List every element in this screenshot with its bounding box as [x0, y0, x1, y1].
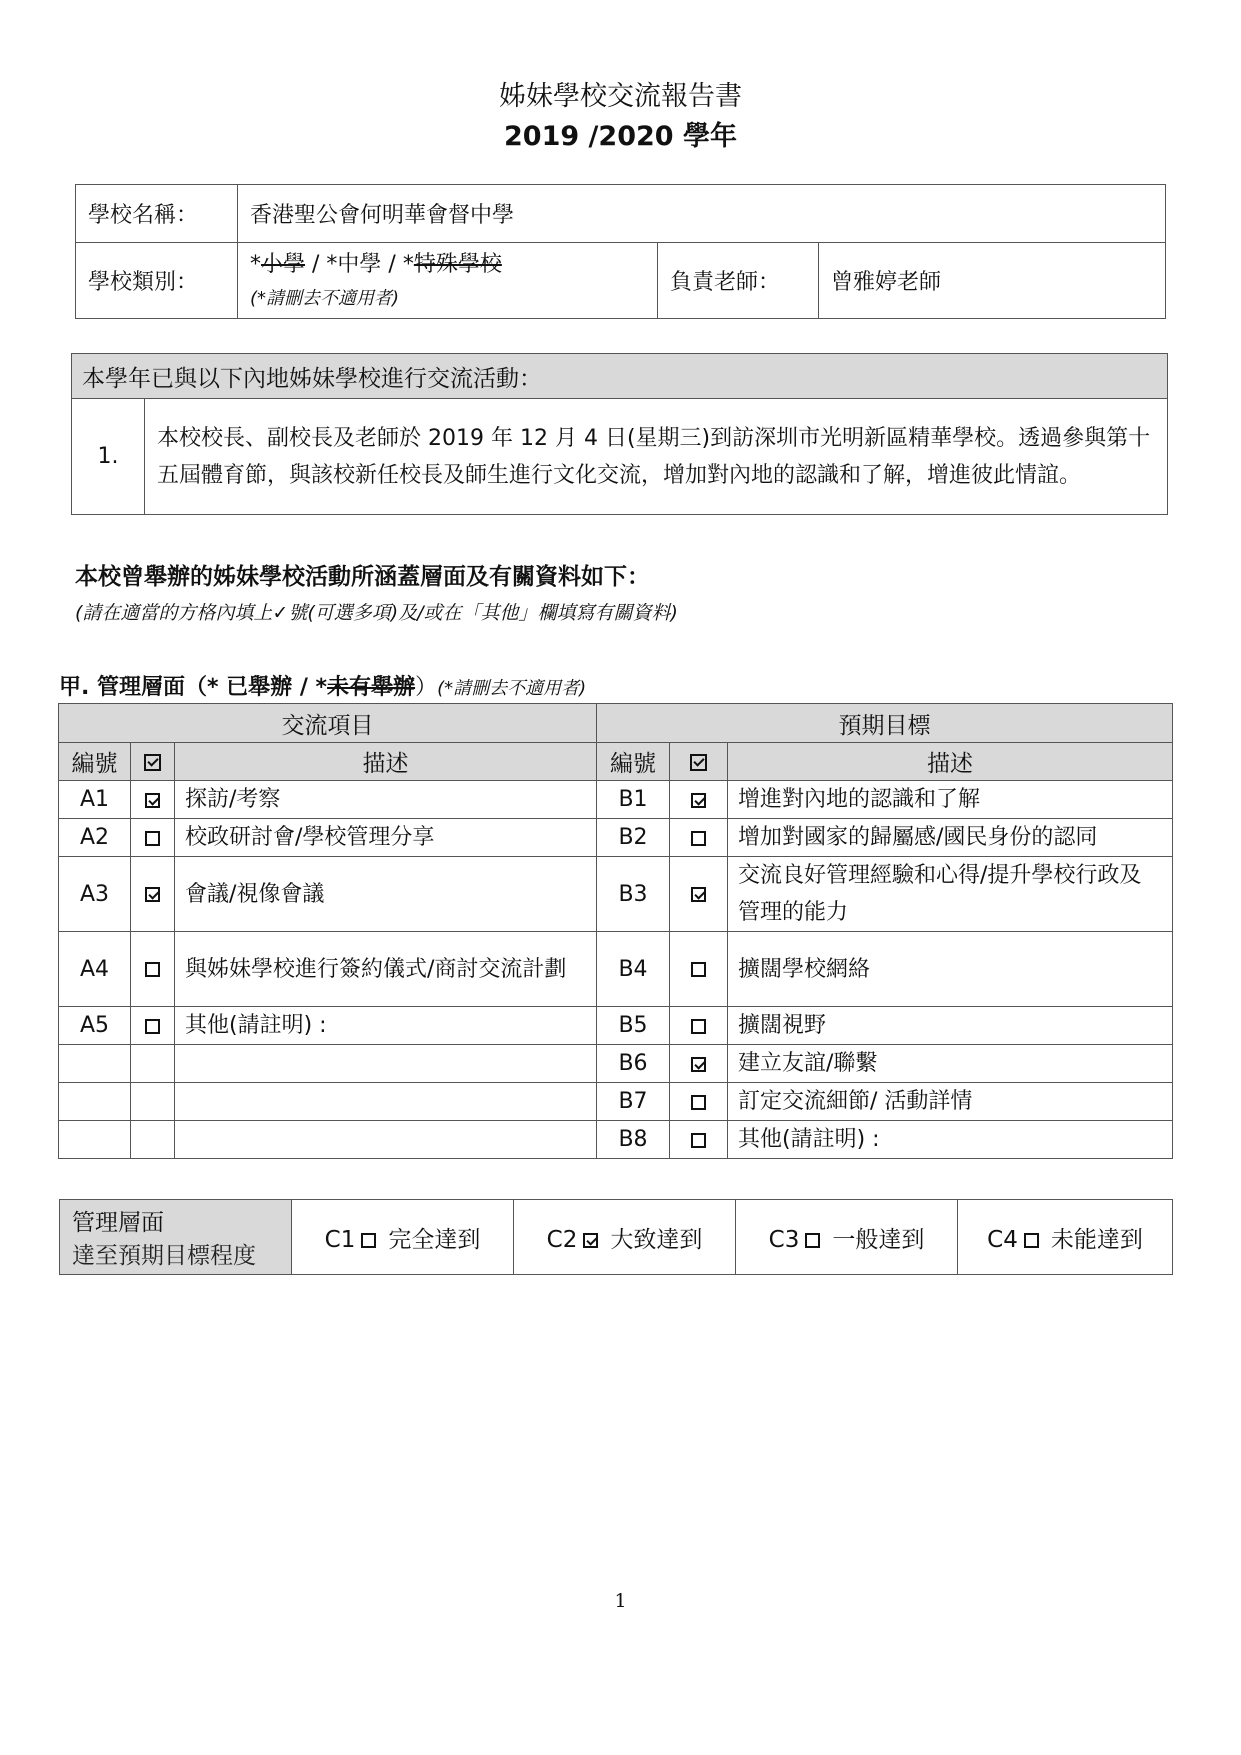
- a-check-cell: [131, 857, 175, 932]
- table-row: [59, 781, 1173, 819]
- a-code: A1: [59, 781, 131, 819]
- checkbox-checked-icon[interactable]: [145, 793, 160, 808]
- checkbox-icon[interactable]: [691, 1095, 706, 1110]
- evaluation-option-code: C2: [546, 1226, 578, 1253]
- a-code: [59, 1121, 131, 1159]
- checkbox-icon[interactable]: [691, 831, 706, 846]
- table-row: [59, 932, 1173, 1007]
- a-desc: 與姊妹學校進行簽約儀式/商討交流計劃: [175, 932, 597, 1007]
- b-desc: 建立友誼/聯繫: [728, 1045, 1173, 1083]
- checkbox-checked-icon[interactable]: [691, 887, 706, 902]
- b-desc: 擴闊學校網絡: [728, 932, 1173, 1007]
- school-type-value: [238, 243, 658, 319]
- evaluation-option-label: 未能達到: [1050, 1226, 1143, 1253]
- checkbox-icon[interactable]: [361, 1233, 376, 1248]
- checkbox-icon[interactable]: [145, 962, 160, 977]
- table-row: [59, 1083, 1173, 1121]
- type-secondary: 中學: [337, 252, 382, 277]
- table-row: [59, 1121, 1173, 1159]
- teacher-label: 負責老師：: [658, 243, 819, 319]
- evaluation-option-label: 大致達到: [610, 1226, 703, 1253]
- b-check-cell: [670, 1045, 728, 1083]
- group-header-goals: 預期目標: [597, 704, 1173, 743]
- a-code: A4: [59, 932, 131, 1007]
- teacher-value: 曾雅婷老師: [819, 243, 1166, 319]
- a-desc: [175, 1121, 597, 1159]
- checkbox-icon[interactable]: [691, 1019, 706, 1034]
- a-check-cell: [131, 1083, 175, 1121]
- checkbox-checked-icon[interactable]: [583, 1233, 598, 1248]
- a-check-cell: [131, 1007, 175, 1045]
- evaluation-option-code: C4: [987, 1226, 1018, 1253]
- school-type-label: 學校類別：: [76, 243, 238, 319]
- checkbox-icon[interactable]: [1024, 1233, 1039, 1248]
- b-desc: 增加對國家的歸屬感/國民身份的認同: [728, 819, 1173, 857]
- b-desc: 擴闊視野: [728, 1007, 1173, 1045]
- evaluation-option: [292, 1200, 514, 1275]
- a-code: A2: [59, 819, 131, 857]
- b-code: B1: [597, 781, 670, 819]
- b-code: B7: [597, 1083, 670, 1121]
- col-header-check-a: [131, 743, 175, 781]
- evaluation-label-line1: 管理層面: [72, 1210, 164, 1236]
- activity-text: 本校校長、副校長及老師於 2019 年 12 月 4 日(星期三)到訪深圳市光明新區精華學校。透過參與第十五屆體育節，與該校新任校長及師生進行文化交流，增加對內地的認識和了解，增進彼此情誼。: [145, 399, 1168, 515]
- a-check-cell: [131, 1045, 175, 1083]
- type-special: 特殊學校: [413, 252, 502, 277]
- school-info-table: [75, 184, 1166, 319]
- checkbox-icon[interactable]: [145, 831, 160, 846]
- b-code: B3: [597, 857, 670, 932]
- table-row: [59, 1007, 1173, 1045]
- col-header-desc-a: 描述: [175, 743, 597, 781]
- checkbox-checked-icon[interactable]: [691, 793, 706, 808]
- evaluation-label: [60, 1200, 292, 1275]
- col-header-code-b: 編號: [597, 743, 670, 781]
- management-title-note: (*請刪去不適用者): [437, 678, 587, 699]
- b-code: B6: [597, 1045, 670, 1083]
- a-desc: [175, 1083, 597, 1121]
- school-name-label: 學校名稱：: [76, 185, 238, 243]
- school-name-value: 香港聖公會何明華會督中學: [238, 185, 1166, 243]
- checkbox-icon[interactable]: [691, 1133, 706, 1148]
- a-desc: 其他(請註明) :: [175, 1007, 597, 1045]
- b-desc: 增進對內地的認識和了解: [728, 781, 1173, 819]
- b-desc: 交流良好管理經驗和心得/提升學校行政及管理的能力: [728, 857, 1173, 932]
- activity-table: [71, 353, 1168, 515]
- type-separator-2: / *: [381, 252, 414, 277]
- b-check-cell: [670, 781, 728, 819]
- a-code: [59, 1083, 131, 1121]
- type-primary: 小學: [261, 252, 306, 277]
- checkbox-icon[interactable]: [145, 1019, 160, 1034]
- a-code: [59, 1045, 131, 1083]
- table-row: [59, 1045, 1173, 1083]
- a-desc: 校政研討會/學校管理分享: [175, 819, 597, 857]
- a-code: A3: [59, 857, 131, 932]
- b-desc: 其他(請註明) :: [728, 1121, 1173, 1159]
- document-year: 2019 /2020 學年: [504, 121, 737, 152]
- evaluation-option: [736, 1200, 958, 1275]
- b-check-cell: [670, 819, 728, 857]
- management-title-strike: 未有舉辦: [327, 675, 416, 700]
- group-header-items: 交流項目: [59, 704, 597, 743]
- checkbox-icon[interactable]: [691, 962, 706, 977]
- page-number: 1: [614, 1590, 627, 1612]
- management-rows: [59, 781, 1173, 1159]
- evaluation-option: [958, 1200, 1173, 1275]
- evaluation-option-code: C1: [324, 1226, 356, 1253]
- evaluation-option: [514, 1200, 736, 1275]
- col-header-code-a: 編號: [59, 743, 131, 781]
- a-check-cell: [131, 1121, 175, 1159]
- a-desc: 探訪/考察: [175, 781, 597, 819]
- evaluation-label-line2: 達至預期目標程度: [72, 1243, 256, 1269]
- b-code: B4: [597, 932, 670, 1007]
- checkbox-checked-icon: [144, 754, 161, 771]
- checkbox-icon[interactable]: [805, 1233, 820, 1248]
- a-check-cell: [131, 781, 175, 819]
- b-code: B5: [597, 1007, 670, 1045]
- evaluation-table: [59, 1199, 1173, 1275]
- b-check-cell: [670, 1121, 728, 1159]
- a-desc: 會議/視像會議: [175, 857, 597, 932]
- b-check-cell: [670, 1007, 728, 1045]
- management-title-prefix: 甲. 管理層面（* 已舉辦 / *: [59, 675, 328, 700]
- col-header-desc-b: 描述: [728, 743, 1173, 781]
- document-title: 姊妹學校交流報告書: [499, 81, 742, 112]
- evaluation-option-code: C3: [768, 1226, 800, 1253]
- b-check-cell: [670, 932, 728, 1007]
- a-check-cell: [131, 932, 175, 1007]
- checkbox-checked-icon[interactable]: [691, 1057, 706, 1072]
- table-row: [59, 857, 1173, 932]
- activity-header: 本學年已與以下內地姊妹學校進行交流活動：: [72, 354, 1168, 399]
- management-table: [58, 703, 1173, 1159]
- table-row: [59, 819, 1173, 857]
- a-code: A5: [59, 1007, 131, 1045]
- a-check-cell: [131, 819, 175, 857]
- b-check-cell: [670, 857, 728, 932]
- coverage-heading: 本校曾舉辦的姊妹學校活動所涵蓋層面及有關資料如下：: [75, 564, 650, 590]
- checkbox-checked-icon: [690, 754, 707, 771]
- activity-number: 1.: [72, 399, 145, 515]
- management-title-suffix: ）: [415, 675, 438, 700]
- b-check-cell: [670, 1083, 728, 1121]
- b-code: B8: [597, 1121, 670, 1159]
- evaluation-option-label: 完全達到: [388, 1226, 481, 1253]
- b-desc: 訂定交流細節/ 活動詳情: [728, 1083, 1173, 1121]
- col-header-check-b: [670, 743, 728, 781]
- type-separator-1: / *: [305, 252, 338, 277]
- type-note: (*請刪去不適用者): [250, 288, 400, 309]
- management-section-title: [59, 670, 586, 701]
- b-code: B2: [597, 819, 670, 857]
- evaluation-option-label: 一般達到: [832, 1226, 925, 1253]
- coverage-note: (請在適當的方格內填上✓號(可選多項)及/或在「其他」欄填寫有關資料): [75, 602, 678, 624]
- a-desc: [175, 1045, 597, 1083]
- type-star: *: [250, 252, 261, 277]
- checkbox-checked-icon[interactable]: [145, 887, 160, 902]
